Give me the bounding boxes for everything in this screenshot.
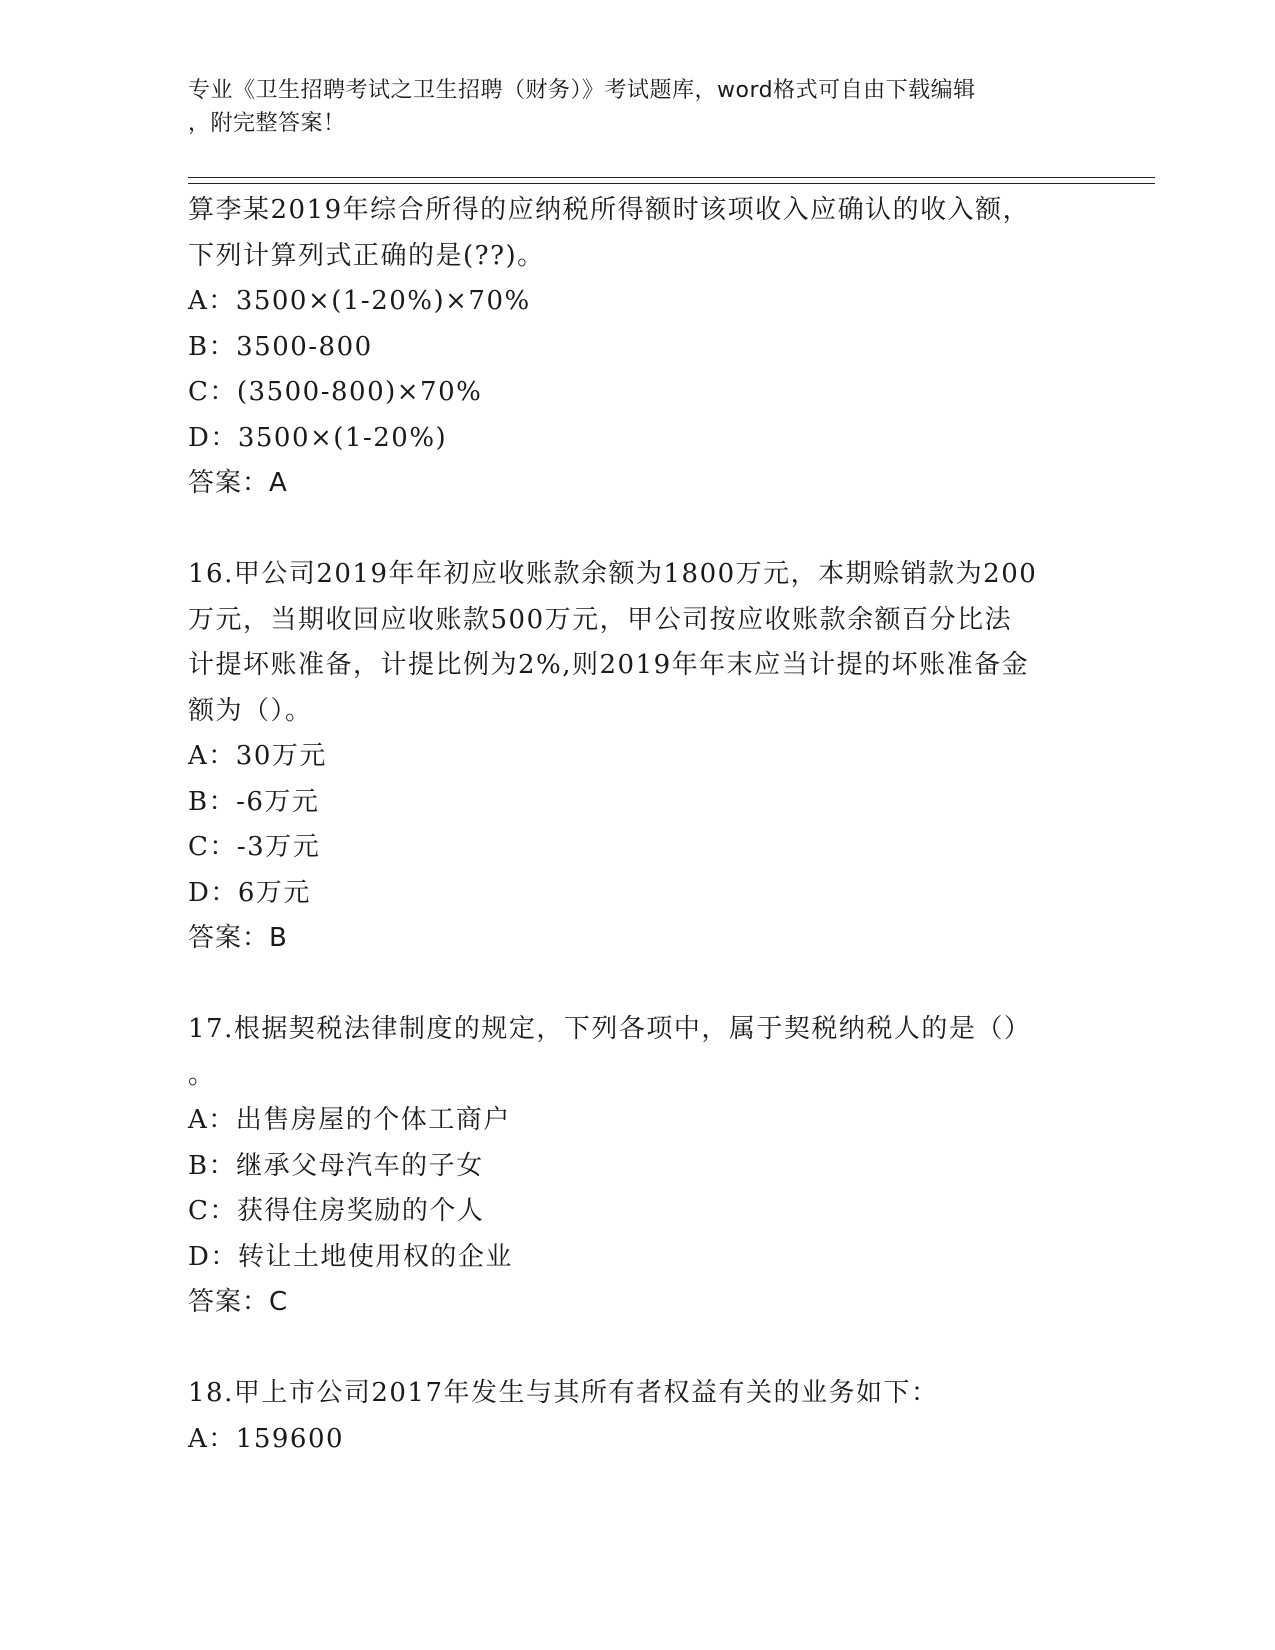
question-list <box>188 188 1088 1462</box>
header-divider-top <box>188 177 1155 178</box>
option-d: D：6万元 <box>188 877 311 908</box>
question-text-line: 17.根据契税法律制度的规定，下列各项中，属于契税纳税人的是（） <box>188 1014 1032 1044</box>
option-c: C：获得住房奖励的个人 <box>188 1196 485 1226</box>
question-text-line: 18.甲上市公司2017年发生与其所有者权益有关的业务如下： <box>188 1378 939 1408</box>
question-17 <box>188 1007 1088 1326</box>
question-16 <box>188 552 1088 962</box>
option-b: B：继承父母汽车的子女 <box>188 1150 484 1181</box>
option-a: A：3500×(1-20%)×70% <box>188 286 531 316</box>
question-text-line: 计提坏账准备，计提比例为2%,则2019年年末应当计提的坏账准备金 <box>188 650 1030 680</box>
question-text-line: 算李某2019年综合所得的应纳税所得额时该项收入应确认的收入额， <box>188 195 1031 225</box>
header-line-1: 专业《卫生招聘考试之卫生招聘（财务）》考试题库，word格式可自由下载编辑 <box>188 78 976 103</box>
question-spacer <box>188 962 1088 1008</box>
question-18 <box>188 1371 1088 1462</box>
option-a: A：30万元 <box>188 741 327 771</box>
option-b: B：-6万元 <box>188 786 320 817</box>
option-c: C：(3500-800)×70% <box>188 377 483 407</box>
header-line-2: ，附完整答案！ <box>188 111 346 136</box>
option-b: B：3500-800 <box>188 331 373 362</box>
header-divider-bottom <box>188 183 1155 184</box>
question-15 <box>188 188 1088 507</box>
option-d: D：3500×(1-20%) <box>188 422 448 453</box>
option-a: A：出售房屋的个体工商户 <box>188 1105 511 1135</box>
question-text-line: 。 <box>188 1059 216 1090</box>
answer-label: 答案：A <box>188 468 288 498</box>
option-c: C：-3万元 <box>188 832 321 862</box>
option-d: D：转让土地使用权的企业 <box>188 1241 513 1272</box>
question-text-line: 16.甲公司2019年年初应收账款余额为1800万元，本期赊销款为200 <box>188 559 1038 589</box>
question-spacer <box>188 1326 1088 1372</box>
question-text-line: 万元，当期收回应收账款500万元，甲公司按应收账款余额百分比法 <box>188 604 1013 635</box>
answer-label: 答案：B <box>188 923 288 953</box>
question-spacer <box>188 507 1088 553</box>
document-header <box>188 74 1068 140</box>
question-text-line: 下列计算列式正确的是(??)。 <box>188 240 545 271</box>
option-a: A：159600 <box>188 1423 345 1454</box>
question-text-line: 额为（）。 <box>188 695 313 726</box>
answer-label: 答案：C <box>188 1287 289 1317</box>
